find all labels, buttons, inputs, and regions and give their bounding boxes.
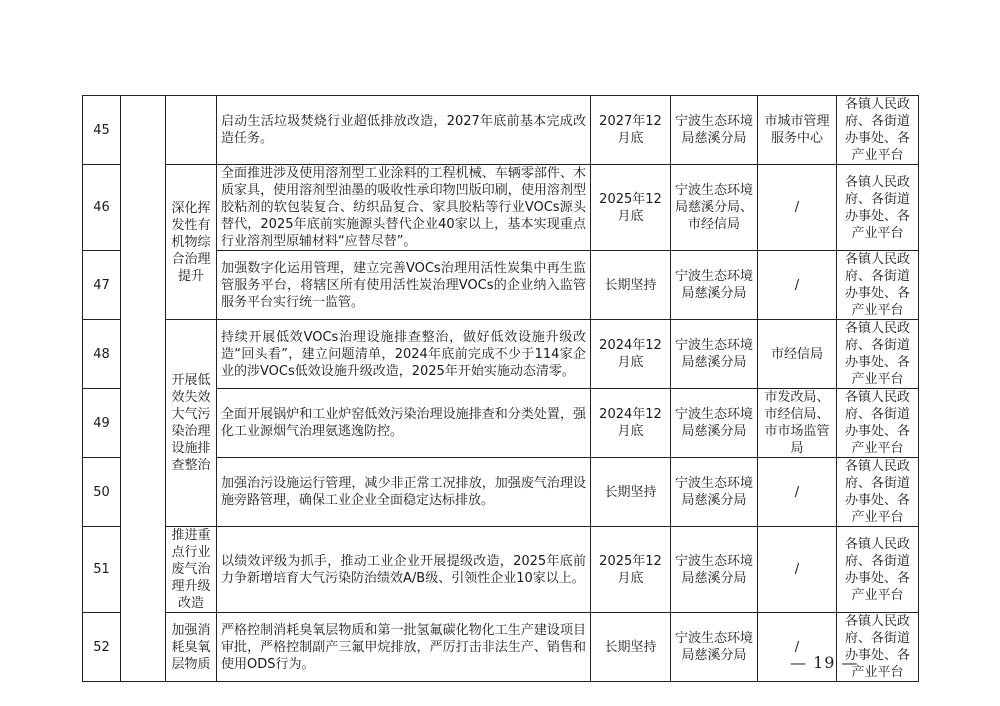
cooperating-unit-cell: 市发改局、市经信局、市市场监管局 [758, 389, 837, 458]
row-number: 50 [83, 458, 121, 527]
category-cell: 深化挥发性有机物综合治理提升 [166, 165, 217, 320]
task-content: 全面开展锅炉和工业炉窑低效污染治理设施排查和分类处置，强化工业源烟气治理氨逃逸防控。 [217, 389, 591, 458]
deadline-cell: 长期坚持 [591, 613, 671, 682]
row-number: 51 [83, 527, 121, 613]
blank-column-cell [121, 96, 166, 682]
lead-unit-cell: 宁波生态环境局慈溪分局 [671, 389, 758, 458]
category-cell: 加强消耗臭氧层物质 [166, 613, 217, 682]
row-number: 46 [83, 165, 121, 251]
table-row [83, 165, 919, 251]
task-table [82, 95, 919, 682]
cooperating-unit-cell: / [758, 527, 837, 613]
responsible-unit-cell: 各镇人民政府、各街道办事处、各产业平台 [837, 165, 919, 251]
task-content: 加强治污设施运行管理，减少非正常工况排放，加强废气治理设施旁路管理，确保工业企业全面稳定达标排放。 [217, 458, 591, 527]
deadline-cell: 2025年12月底 [591, 527, 671, 613]
cooperating-unit-cell: 市城市管理服务中心 [758, 96, 837, 165]
table-row [83, 320, 919, 389]
row-number: 52 [83, 613, 121, 682]
task-content: 全面推进涉及使用溶剂型工业涂料的工程机械、车辆零部件、木质家具，使用溶剂型油墨的吸收性承印物凹版印刷，使用溶剂型胶粘剂的软包装复合、纺织品复合、家具胶粘等行业VOCs源头替代，2025年底前实施源头替代企业40家以上，基本实现重点行业溶剂型原辅材料“应替尽替”。 [217, 165, 591, 251]
responsible-unit-cell: 各镇人民政府、各街道办事处、各产业平台 [837, 458, 919, 527]
row-number: 49 [83, 389, 121, 458]
lead-unit-cell: 宁波生态环境局慈溪分局 [671, 320, 758, 389]
task-content: 严格控制消耗臭氧层物质和第一批氢氟碳化物化工生产建设项目审批，严格控制副产三氟甲烷排放，严厉打击非法生产、销售和使用ODS行为。 [217, 613, 591, 682]
category-cell: 开展低效失效大气污染治理设施排查整治 [166, 320, 217, 527]
deadline-cell: 长期坚持 [591, 251, 671, 320]
lead-unit-cell: 宁波生态环境局慈溪分局 [671, 251, 758, 320]
lead-unit-cell: 宁波生态环境局慈溪分局 [671, 613, 758, 682]
table-row [83, 96, 919, 165]
task-content: 持续开展低效VOCs治理设施排查整治，做好低效设施升级改造“回头看”，建立问题清单，2024年底前完成不少于114家企业的涉VOCs低效设施升级改造，2025年开始实施动态清零。 [217, 320, 591, 389]
task-content: 以绩效评级为抓手，推动工业企业开展提级改造，2025年底前力争新增培育大气污染防治绩效A/B级、引领性企业10家以上。 [217, 527, 591, 613]
row-number: 45 [83, 96, 121, 165]
responsible-unit-cell: 各镇人民政府、各街道办事处、各产业平台 [837, 527, 919, 613]
responsible-unit-cell: 各镇人民政府、各街道办事处、各产业平台 [837, 389, 919, 458]
deadline-cell: 2025年12月底 [591, 165, 671, 251]
cooperating-unit-cell: / [758, 251, 837, 320]
cooperating-unit-cell: / [758, 165, 837, 251]
cooperating-unit-cell: / [758, 458, 837, 527]
lead-unit-cell: 宁波生态环境局慈溪分局 [671, 458, 758, 527]
cooperating-unit-cell: 市经信局 [758, 320, 837, 389]
task-content: 启动生活垃圾焚烧行业超低排放改造，2027年底前基本完成改造任务。 [217, 96, 591, 165]
responsible-unit-cell: 各镇人民政府、各街道办事处、各产业平台 [837, 96, 919, 165]
lead-unit-cell: 宁波生态环境局慈溪分局、市经信局 [671, 165, 758, 251]
lead-unit-cell: 宁波生态环境局慈溪分局 [671, 527, 758, 613]
responsible-unit-cell: 各镇人民政府、各街道办事处、各产业平台 [837, 320, 919, 389]
category-cell: 推进重点行业废气治理升级改造 [166, 527, 217, 613]
deadline-cell: 长期坚持 [591, 458, 671, 527]
deadline-cell: 2027年12月底 [591, 96, 671, 165]
cooperating-unit-cell: / [758, 613, 837, 682]
row-number: 47 [83, 251, 121, 320]
deadline-cell: 2024年12月底 [591, 389, 671, 458]
deadline-cell: 2024年12月底 [591, 320, 671, 389]
responsible-unit-cell: 各镇人民政府、各街道办事处、各产业平台 [837, 613, 919, 682]
page-number: — 19 — [790, 653, 859, 672]
table-row [83, 527, 919, 613]
lead-unit-cell: 宁波生态环境局慈溪分局 [671, 96, 758, 165]
row-number: 48 [83, 320, 121, 389]
responsible-unit-cell: 各镇人民政府、各街道办事处、各产业平台 [837, 251, 919, 320]
category-cell [166, 96, 217, 165]
task-content: 加强数字化运用管理，建立完善VOCs治理用活性炭集中再生监管服务平台，将辖区所有使用活性炭治理VOCs的企业纳入监管服务平台实行统一监管。 [217, 251, 591, 320]
